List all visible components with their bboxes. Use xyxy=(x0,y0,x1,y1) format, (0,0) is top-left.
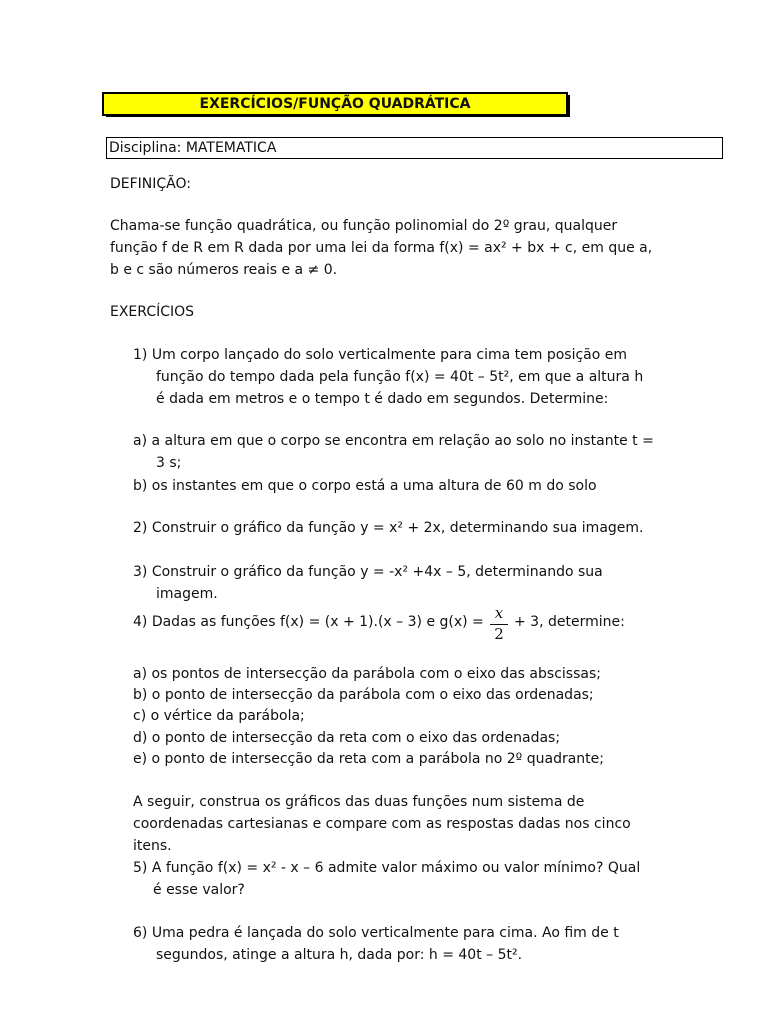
ex4-after-line-3: itens. xyxy=(133,838,172,854)
ex4-item-d: d) o ponto de intersecção da reta com o eixo das ordenadas; xyxy=(133,730,561,746)
ex1-line-2: função do tempo dada pela função f(x) = 40t – 5t², em que a altura h xyxy=(156,369,644,385)
ex4-after-line-2: coordenadas cartesianas e compare com as respostas dadas nos cinco xyxy=(133,816,631,832)
fraction-denominator: 2 xyxy=(494,625,504,643)
ex5-line-1: 5) A função f(x) = x² - x – 6 admite valor máximo ou valor mínimo? Qual xyxy=(133,860,641,876)
ex6-line-2: segundos, atinge a altura h, dada por: h = 40t – 5t². xyxy=(156,947,523,963)
ex1-line-3: é dada em metros e o tempo t é dado em segundos. Determine: xyxy=(156,391,609,407)
definition-line-3: b e c são números reais e a ≠ 0. xyxy=(110,262,338,278)
exercises-heading: EXERCÍCIOS xyxy=(110,304,195,320)
ex4-suffix: + 3, determine: xyxy=(514,614,625,630)
ex1-item-a-line-1: a) a altura em que o corpo se encontra em relação ao solo no instante t = xyxy=(133,433,654,449)
ex4-item-c: c) o vértice da parábola; xyxy=(133,708,305,724)
discipline-label: Disciplina: MATEMATICA xyxy=(109,140,277,156)
definition-heading: DEFINIÇÃO: xyxy=(110,176,192,192)
ex4-item-e: e) o ponto de intersecção da reta com a parábola no 2º quadrante; xyxy=(133,751,604,767)
title-box xyxy=(102,92,568,116)
ex4-item-b: b) o ponto de intersecção da parábola com o eixo das ordenadas; xyxy=(133,687,594,703)
ex1-item-b: b) os instantes em que o corpo está a uma altura de 60 m do solo xyxy=(133,478,597,494)
ex1-line-1: 1) Um corpo lançado do solo verticalmente para cima tem posição em xyxy=(133,347,628,363)
ex3-line-2: imagem. xyxy=(156,586,218,602)
discipline-box xyxy=(106,137,723,159)
ex5-line-2: é esse valor? xyxy=(153,882,245,898)
ex6-line-1: 6) Uma pedra é lançada do solo verticalmente para cima. Ao fim de t xyxy=(133,925,619,941)
fraction-x-over-2 xyxy=(490,604,508,644)
page-title: EXERCÍCIOS/FUNÇÃO QUADRÁTICA xyxy=(199,96,471,112)
ex1-item-a-line-2: 3 s; xyxy=(156,455,182,471)
ex4-item-a: a) os pontos de intersecção da parábola com o eixo das abscissas; xyxy=(133,666,601,682)
ex4-after-line-1: A seguir, construa os gráficos das duas funções num sistema de xyxy=(133,794,585,810)
definition-line-1: Chama-se função quadrática, ou função polinomial do 2º grau, qualquer xyxy=(110,218,618,234)
fraction-numerator: x xyxy=(494,604,504,622)
ex4-prefix: 4) Dadas as funções f(x) = (x + 1).(x – 3) e g(x) = xyxy=(133,614,484,630)
ex3-line-1: 3) Construir o gráfico da função y = -x² +4x – 5, determinando sua xyxy=(133,564,603,580)
definition-line-2: função f de R em R dada por uma lei da forma f(x) = ax² + bx + c, em que a, xyxy=(110,240,653,256)
ex2-line: 2) Construir o gráfico da função y = x² + 2x, determinando sua imagem. xyxy=(133,520,644,536)
